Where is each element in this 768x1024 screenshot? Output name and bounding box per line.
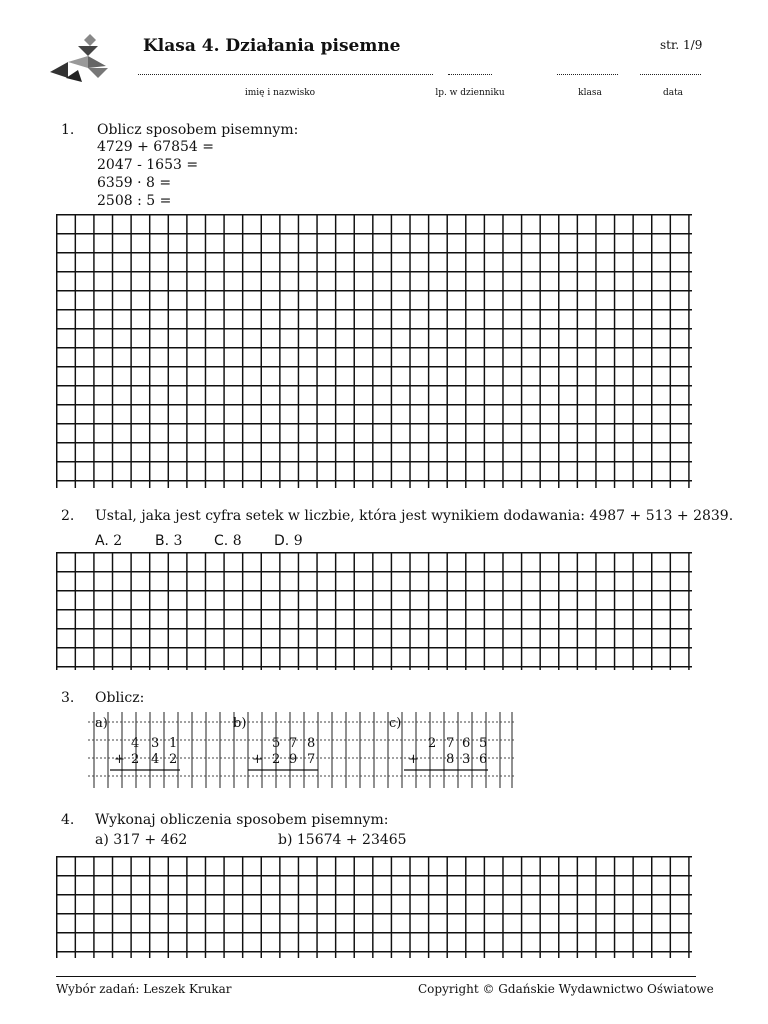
answer-value: 9: [293, 533, 303, 549]
answer-letter: A.: [95, 533, 109, 549]
answer-letter: B.: [155, 533, 170, 549]
register-number-field-line: [448, 74, 492, 75]
question-4-number: 4.: [61, 812, 75, 828]
answer-letter: C.: [214, 533, 229, 549]
question-2-answer-grid[interactable]: [56, 552, 692, 670]
publisher-logo: [48, 34, 116, 86]
digit: 2: [272, 752, 281, 767]
date-field-caption: data: [662, 88, 684, 98]
question-3-text: Oblicz:: [95, 690, 145, 706]
register-number-field-caption: lp. w dzienniku: [435, 88, 505, 98]
class-field-line: [557, 74, 618, 75]
plus-sign: +: [252, 752, 263, 767]
page-title: Klasa 4. Działania pisemne: [143, 36, 401, 56]
question-4-answer-grid[interactable]: [56, 856, 692, 958]
digit: 7: [307, 752, 316, 767]
answer-option-b[interactable]: [155, 533, 182, 549]
question-3-number: 3.: [61, 690, 75, 706]
name-field-caption: imię i nazwisko: [244, 88, 316, 98]
digit: 5: [272, 736, 281, 751]
digit: 4: [131, 736, 140, 751]
question-1-expression: 2047 - 1653 =: [97, 157, 199, 173]
digit: 6: [479, 752, 488, 767]
answer-value: 8: [232, 533, 242, 549]
question-1-text: Oblicz sposobem pisemnym:: [97, 122, 299, 138]
digit: 6: [462, 736, 471, 751]
answer-option-c[interactable]: [214, 533, 242, 549]
answer-option-d[interactable]: [274, 533, 303, 549]
digit: 8: [307, 736, 316, 751]
question-1-expression: 2508 : 5 =: [97, 193, 172, 209]
footer-divider: [56, 976, 696, 977]
name-field-line: [138, 74, 433, 75]
question-4-text: Wykonaj obliczenia sposobem pisemnym:: [95, 812, 389, 828]
digit: 2: [131, 752, 140, 767]
digit: 1: [169, 736, 178, 751]
question-3a-label: a): [95, 716, 108, 731]
digit: 9: [289, 752, 298, 767]
question-2-text: Ustal, jaka jest cyfra setek w liczbie, która jest wynikiem dodawania: 4987 + 513 + 2839.: [95, 508, 734, 524]
digit: 2: [169, 752, 178, 767]
date-field-line: [640, 74, 701, 75]
digit: 8: [446, 752, 455, 767]
question-1-answer-grid[interactable]: [56, 214, 692, 488]
footer-copyright: Copyright © Gdańskie Wydawnictwo Oświatowe: [418, 982, 714, 996]
answer-letter: D.: [274, 533, 290, 549]
digit: 3: [151, 736, 160, 751]
digit: 5: [479, 736, 488, 751]
question-1-expression: 6359 · 8 =: [97, 175, 172, 191]
question-3c-label: c): [389, 716, 402, 731]
answer-value: 3: [173, 533, 183, 549]
plus-sign: +: [114, 752, 125, 767]
digit: 4: [151, 752, 160, 767]
digit: 7: [289, 736, 298, 751]
digit: 3: [462, 752, 471, 767]
answer-value: 2: [113, 533, 123, 549]
question-4b-expression: b) 15674 + 23465: [278, 832, 407, 848]
question-1-number: 1.: [61, 122, 75, 138]
plus-sign: +: [408, 752, 419, 767]
digit: 7: [446, 736, 455, 751]
question-2-number: 2.: [61, 508, 75, 524]
question-4a-expression: a) 317 + 462: [95, 832, 188, 848]
footer-author: Wybór zadań: Leszek Krukar: [56, 982, 232, 996]
digit: 2: [428, 736, 437, 751]
page-number: str. 1/9: [660, 38, 703, 52]
answer-option-a[interactable]: [95, 533, 122, 549]
question-3b-label: b): [233, 716, 247, 731]
class-field-caption: klasa: [578, 88, 602, 98]
question-1-expression: 4729 + 67854 =: [97, 139, 214, 155]
